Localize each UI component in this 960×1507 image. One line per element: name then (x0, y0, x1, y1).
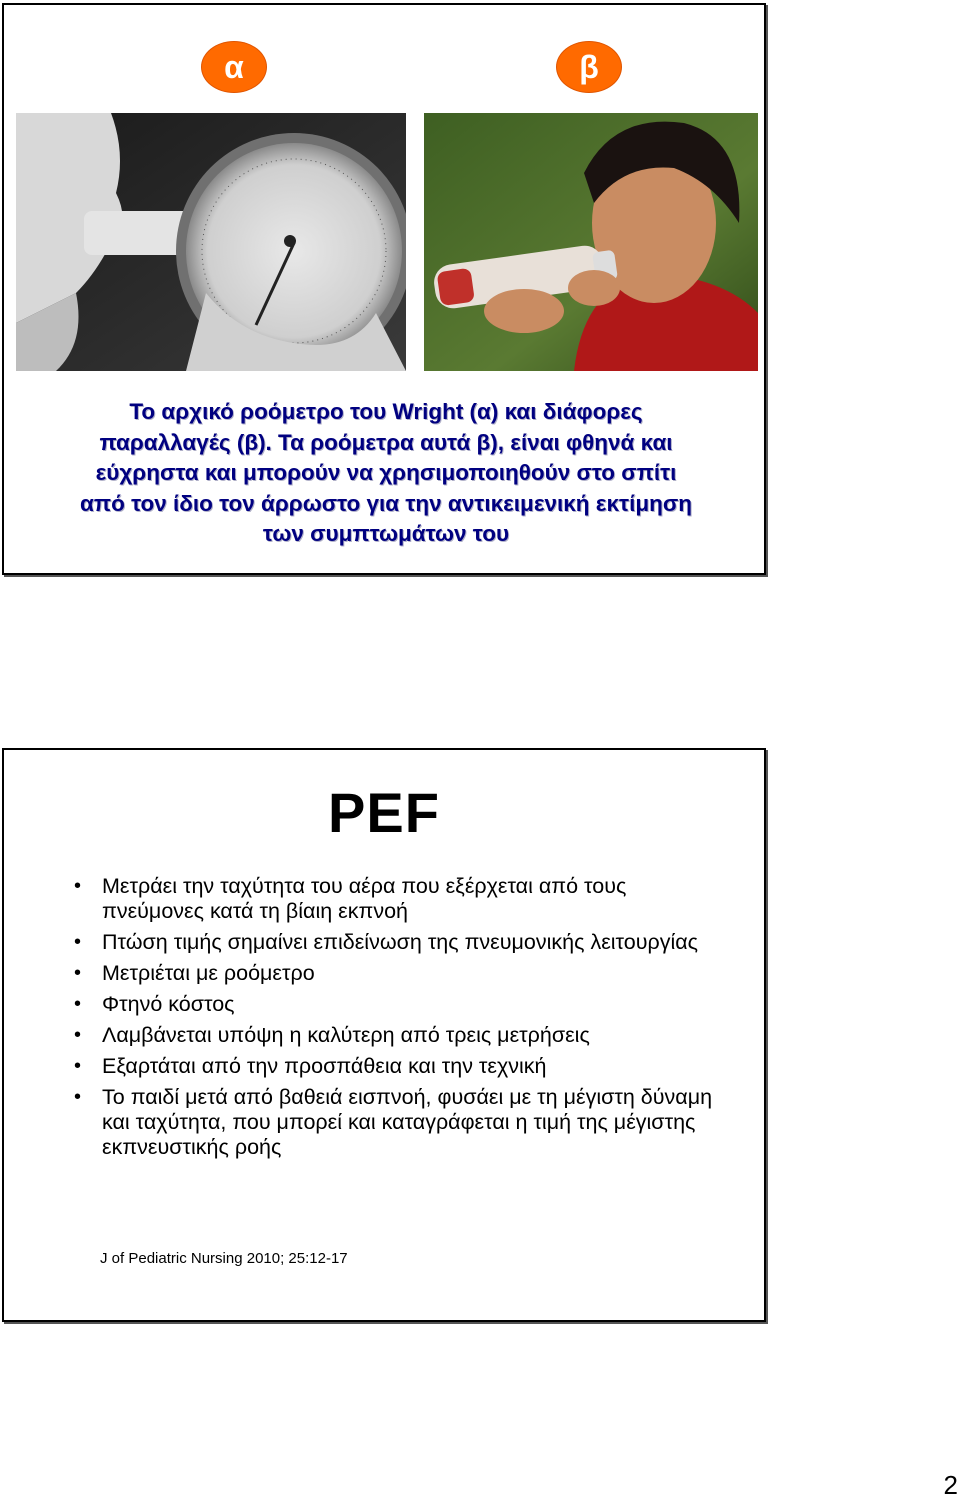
label-badge-a: α (202, 42, 266, 92)
figure-caption (18, 397, 754, 550)
bullet-list (74, 874, 714, 1166)
bullet-item: • Φτηνό κόστος (74, 992, 714, 1017)
slide-pef (2, 748, 766, 1322)
slide-title: PEF (328, 781, 440, 844)
reference-citation: J of Pediatric Nursing 2010; 25:12-17 (100, 1250, 348, 1267)
bullet-item: • Το παιδί μετά από βαθειά εισπνοή, φυσάει με τη μέγιστη δύναμη και ταχύτητα, που μπορεί και καταγράφεται η τιμή της μέγιστης εκπνευστικής ροής (74, 1085, 714, 1160)
caption-line: Το αρχικό ροόμετρο του Wright (α) και διάφορες (129, 399, 643, 424)
caption-line: εύχρηστα και μπορούν να χρησιμοποιηθούν στο σπίτι (95, 460, 677, 485)
bullet-item: • Πτώση τιμής σημαίνει επιδείνωση της πνευμονικής λειτουργίας (74, 930, 714, 955)
photo-wright-peak-flow-meter (16, 113, 406, 371)
caption-line: των συμπτωμάτων του (262, 521, 510, 546)
slide-photo-caption (2, 3, 766, 575)
bullet-item: • Μετράει την ταχύτητα του αέρα που εξέρχεται από τους πνεύμονες κατά τη βίαιη εκπνοή (74, 874, 714, 924)
bullet-item: • Λαμβάνεται υπόψη η καλύτερη από τρεις μετρήσεις (74, 1023, 714, 1048)
caption-line: από τον ίδιο τον άρρωστο για την αντικειμενική εκτίμηση (80, 490, 692, 516)
label-badge-b: β (557, 42, 621, 92)
page-number: 2 (943, 1470, 958, 1500)
photo-child-using-mini-peak-flow-meter (424, 113, 758, 371)
caption-line: παραλλαγές (β). Τα ροόμετρα αυτά β), είναι φθηνά και (99, 429, 673, 455)
bullet-item: • Εξαρτάται από την προσπάθεια και την τεχνική (74, 1054, 714, 1079)
bullet-item: • Μετριέται με ροόμετρο (74, 961, 714, 986)
